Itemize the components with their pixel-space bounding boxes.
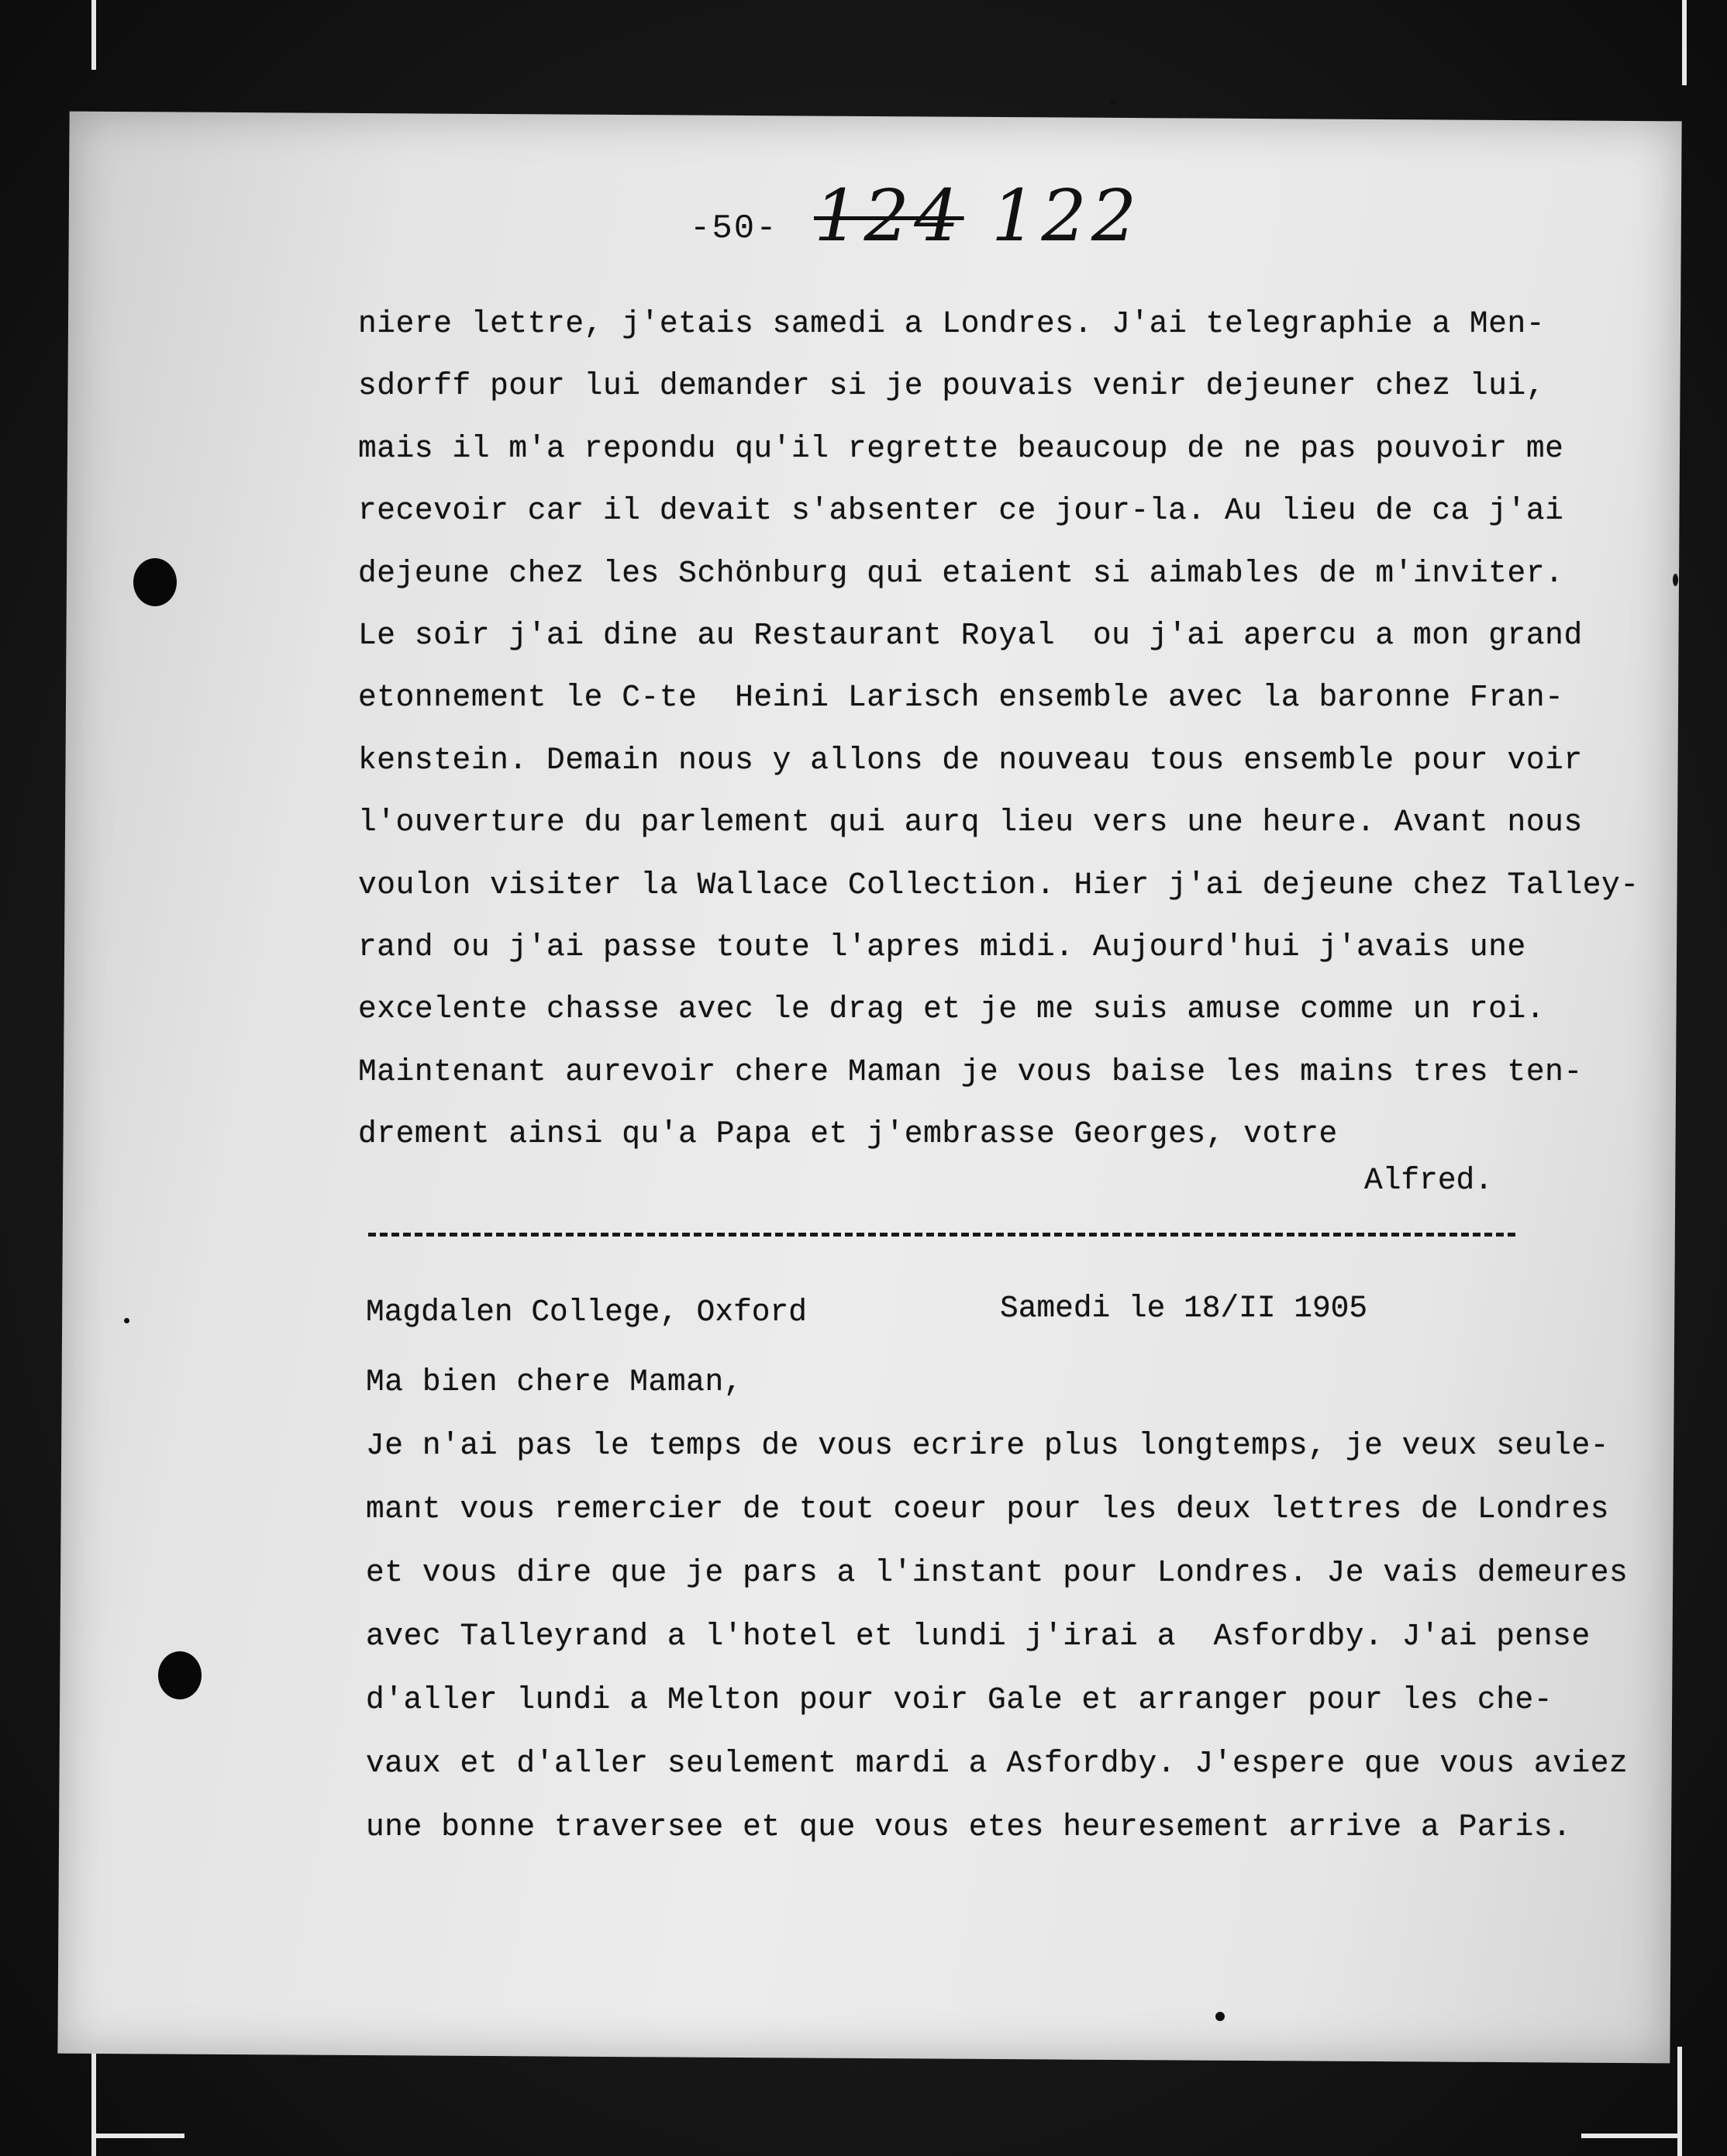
- handwritten-old-number: 124: [814, 174, 964, 257]
- text-line: dejeune chez les Schönburg qui etaient si aimables de m'inviter.: [358, 555, 1564, 591]
- dust-speck: [1110, 99, 1116, 105]
- dust-speck: [1673, 574, 1678, 586]
- text-line: Le soir j'ai dine au Restaurant Royal ou j'ai apercu a mon grand: [358, 617, 1583, 653]
- text-line: l'ouverture du parlement qui aurq lieu vers une heure. Avant nous: [358, 805, 1583, 840]
- text-line: Maintenant aurevoir chere Maman je vous baise les mains tres ten-: [358, 1054, 1583, 1089]
- letter-place: Magdalen College, Oxford: [366, 1295, 807, 1330]
- text-line: avec Talleyrand a l'hotel et lundi j'irai a Asfordby. J'ai pense: [366, 1619, 1591, 1654]
- dust-speck: [1215, 2012, 1225, 2021]
- frame-corner-mark: [1581, 2134, 1682, 2138]
- text-line: recevoir car il devait s'absenter ce jour-la. Au lieu de ca j'ai: [358, 493, 1564, 529]
- text-line: une bonne traversee et que vous etes heuresement arrive a Paris.: [366, 1809, 1572, 1844]
- text-line: mais il m'a repondu qu'il regrette beaucoup de ne pas pouvoir me: [358, 430, 1564, 466]
- letter-date: Samedi le 18/II 1905: [1000, 1291, 1368, 1326]
- new-letter-body: [366, 1351, 1637, 1859]
- text-line: rand ou j'ai passe toute l'apres midi. Aujourd'hui j'avais une: [358, 929, 1526, 964]
- text-line: d'aller lundi a Melton pour voir Gale et arranger pour les che-: [366, 1682, 1553, 1717]
- typed-page-number: -50-: [690, 209, 778, 248]
- handwritten-new-number: 122: [991, 174, 1142, 257]
- text-line: sdorff pour lui demander si je pouvais venir dejeuner chez lui,: [358, 368, 1546, 404]
- text-line: etonnement le C-te Heini Larisch ensemble avec la baronne Fran-: [358, 680, 1564, 716]
- text-line: kenstein. Demain nous y allons de nouveau tous ensemble pour voir: [358, 742, 1583, 778]
- text-line: voulon visiter la Wallace Collection. Hier j'ai dejeune chez Talley-: [358, 867, 1639, 902]
- text-line: excelente chasse avec le drag et je me suis amuse comme un roi.: [358, 992, 1546, 1027]
- frame-corner-mark: [1677, 2047, 1682, 2156]
- frame-corner-mark: [91, 2134, 184, 2138]
- punch-hole: [158, 1651, 202, 1699]
- text-line: drement ainsi qu'a Papa et j'embrasse Georges, votre: [358, 1116, 1338, 1152]
- frame-corner-mark: [91, 0, 96, 70]
- salutation: Ma bien chere Maman,: [366, 1364, 743, 1399]
- text-line: niere lettre, j'etais samedi a Londres. J'ai telegraphie a Men-: [358, 306, 1546, 341]
- letter-continuation-body: [358, 293, 1639, 1165]
- frame-corner-mark: [1682, 0, 1687, 85]
- dashed-divider: [368, 1233, 1515, 1237]
- text-line: mant vous remercier de tout coeur pour les deux lettres de Londres: [366, 1492, 1610, 1526]
- dust-speck: [1678, 1644, 1683, 1648]
- signature: Alfred.: [1364, 1163, 1493, 1198]
- dust-speck: [124, 1318, 129, 1323]
- handwritten-page-number: [814, 174, 1141, 257]
- text-line: et vous dire que je pars a l'instant pour Londres. Je vais demeures: [366, 1555, 1629, 1590]
- text-line: vaux et d'aller seulement mardi a Asfordby. J'espere que vous aviez: [366, 1746, 1629, 1781]
- punch-hole: [133, 558, 177, 606]
- text-line: Je n'ai pas le temps de vous ecrire plus longtemps, je veux seule-: [366, 1428, 1610, 1463]
- frame-corner-mark: [91, 2047, 96, 2156]
